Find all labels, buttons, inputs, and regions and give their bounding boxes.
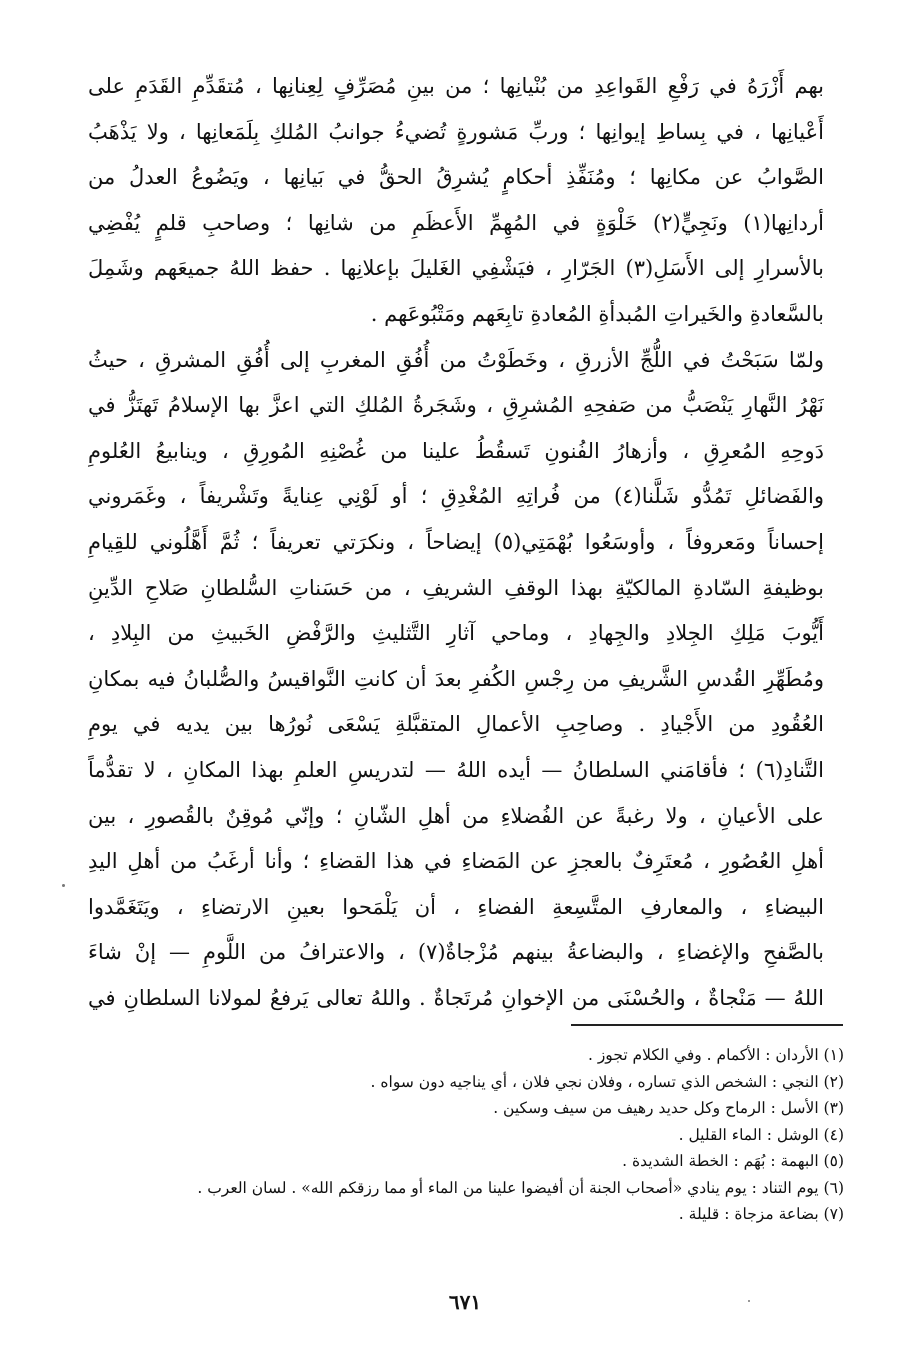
text-line: التَّنادِ(٦) ؛ فأقامَني السلطانُ — أيده اللهُ — لتدريسِ العلمِ بهذا المكانِ ، لا تقدُّماً <box>88 757 824 782</box>
footnote-7: (٧) بضاعة مزجاة : قليلة . <box>678 1205 844 1223</box>
text-line: أَعْيانِها ، في بِساطِ إيوانِها ؛ وربِّ مَشورةٍ تُضيءُ جوانبُ المُلكِ بِلَمَعانِها ، ولا يَذْهَبُ <box>88 119 824 144</box>
text-line: بالسَّعادةِ والخَيراتِ المُبدأةِ المُعادةِ تابِعَهم ومَتْبُوعَهم . <box>370 301 824 326</box>
text-line: أَيُّوبَ مَلِكِ الجِلادِ والجِهادِ ، وماحي آثارِ التَّثليثِ والرَّفْضِ الخَبيثِ من البِلادِ ، <box>88 621 824 646</box>
main-text <box>88 64 824 1021</box>
footnote-1: (١) الأردان : الأكمام . وفي الكلام تجوز . <box>587 1046 844 1064</box>
text-line: بالأسرارِ إلى الأَسَلِ(٣) الجَرّارِ ، فيَشْفِي الغَليلَ بإعلانِها . حفظ اللهُ جميعَهم وشَمِلَ <box>88 256 824 281</box>
text-line: ولمّا سَبَحْتُ في اللُّجِّ الأزرقِ ، وخَطَوْتُ من أُفُقِ المغربِ إلى أُفُقِ المشرقِ ، حيثُ <box>88 347 824 372</box>
scan-speck <box>62 884 65 887</box>
text-line: أردانِها(١) ونَجِيٍّ(٢) خَلْوَةٍ في المُهِمِّ الأَعظَمِ من شانِها ؛ وصاحبِ قلمٍ يُفْضِي <box>88 210 824 235</box>
text-line: إحساناً ومَعروفاً ، وأوسَعُوا بُهْمَتِي(٥) إيضاحاً ، ونكرَتي تعريفاً ؛ ثُمَّ أَهَّلُوني للقِيامِ <box>88 529 824 554</box>
text-line: بهم أَزْرَهُ في رَفْعِ القَواعِدِ من بُنْيانِها ؛ من بينِ مُصَرِّفٍ لِعِنانِها ، مُتقَدِّمِ القَدَمِ على <box>88 74 824 98</box>
scan-speck <box>748 1300 750 1302</box>
footnotes <box>100 1042 844 1228</box>
text-line: على الأعيانِ ، ولا رغبةً عن الفُضلاءِ من أهلِ الشّانِ ؛ وإنّي مُوقِنٌ بالقُصورِ ، بين <box>88 803 824 828</box>
text-line: بوظيفةِ السّادةِ المالكيّةِ بهذا الوقفِ الشريفِ ، من حَسَناتِ السُّلطانِ صَلاحِ الدِّينِ <box>88 575 824 600</box>
text-line: الصَّوابُ عن مكانِها ؛ ومُنَفِّذِ أحكامٍ يُشرِقُ الحقُّ في بَيانِها ، ويَضُوعُ العدلُ من <box>88 165 824 190</box>
text-line: ومُطَهِّرِ القُدسِ الشَّريفِ من رِجْسِ الكُفرِ بعدَ أن كانتِ النَّواقيسُ والصُّلبانُ فيه بمكانِ <box>88 666 824 691</box>
text-line: اللهُ — مَنْجاةٌ ، والحُسْنَى من الإخوانِ مُرتَجاةٌ . واللهُ تعالى يَرفعُ لمولانا السلطانِ في <box>88 985 824 1010</box>
footnote-separator <box>571 1024 843 1026</box>
footnote-5: (٥) البهمة : بُهَم : الخطة الشديدة . <box>622 1152 844 1170</box>
text-line: بالصَّفحِ والإغضاءِ ، والبضاعةُ بينهم مُزْجاةٌ(٧) ، والاعترافُ من اللَّومِ — إنْ شاءَ <box>88 940 824 965</box>
footnote-3: (٣) الأسل : الرماح وكل حديد رهيف من سيف وسكين . <box>493 1099 844 1117</box>
footnote-6: (٦) يوم التناد : يوم ينادي «أصحاب الجنة أن أفيضوا علينا من الماء أو مما رزقكم الله» . لسان العرب . <box>197 1178 844 1197</box>
text-line: نَهْرُ النَّهارِ يَنْصَبُّ من صَفحِهِ المُشرِقِ ، وشَجَرةُ المُلكِ التي اعزَّ بها الإسلامُ تَهتَزُّ في <box>88 393 824 418</box>
text-line: البيضاءِ ، والمعارفِ المتَّسِعةِ الفضاءِ ، أن يَلْمَحوا بعينِ الارتضاءِ ، ويَتَغَمَّدوا <box>88 894 824 919</box>
text-line: العُقُودِ من الأَجْيادِ . وصاحِبِ الأعمالِ المتقبَّلةِ يَسْعَى نُورُها بين يديه في يومِ <box>88 712 824 737</box>
text-line: والفَضائلِ تَمُدُّو شَلَّنا(٤) من فُراتِهِ المُغْدِقِ ؛ أو لَوْنِي عِنايةً وتَشْريفاً ، وغَمَروني <box>88 484 824 509</box>
footnote-4: (٤) الوشل : الماء القليل . <box>678 1125 844 1144</box>
footnote-2: (٢) النجي : الشخص الذي تساره ، وفلان نجي فلان ، أي يناجيه دون سواه . <box>370 1072 844 1091</box>
text-line: دَوحِهِ المُعرِقِ ، وأزهارُ الفُنونِ تَسقُطُ علينا من غُصْنِهِ المُورِقِ ، وينابيعُ العُلومِ <box>88 438 824 463</box>
text-line: أهلِ العُصُورِ ، مُعتَرِفٌ بالعجزِ عن المَضاءِ في هذا القضاءِ ؛ وأنا أرغَبُ من أهلِ اليدِ <box>88 849 824 874</box>
page-number: ٦٧١ <box>448 1290 482 1314</box>
